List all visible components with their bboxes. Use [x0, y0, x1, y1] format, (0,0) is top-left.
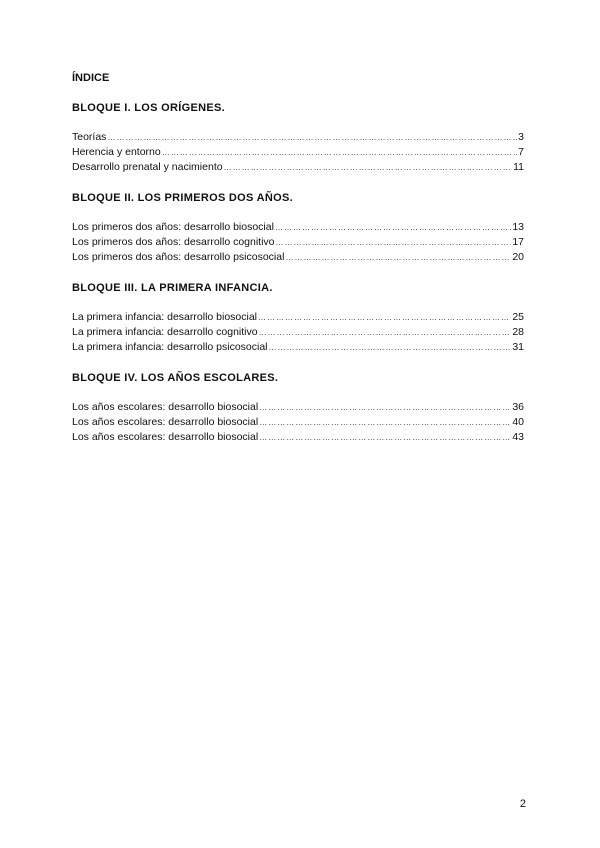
entry-page-number: 43	[512, 431, 524, 443]
section-title: BLOQUE III. LA PRIMERA INFANCIA.	[72, 282, 273, 294]
entry-label: Desarrollo prenatal y nacimiento	[72, 161, 223, 173]
dot-leader	[259, 415, 511, 430]
toc-entry[interactable]	[72, 400, 524, 415]
toc-entry[interactable]	[72, 130, 524, 145]
toc-entry[interactable]	[72, 415, 524, 430]
entry-label: Los años escolares: desarrollo biosocial	[72, 401, 259, 413]
entry-label: Los años escolares: desarrollo biosocial	[72, 431, 259, 443]
dot-leader	[107, 130, 517, 145]
dot-leader	[269, 340, 512, 355]
entry-label: La primera infancia: desarrollo biosocial	[72, 311, 258, 323]
entry-page-number: 25	[512, 311, 524, 323]
entry-label: La primera infancia: desarrollo cognitivo	[72, 326, 258, 338]
dot-leader	[259, 400, 511, 415]
entry-page-number: 40	[512, 416, 524, 428]
toc-entry[interactable]	[72, 160, 524, 175]
section-title: BLOQUE I. LOS ORÍGENES.	[72, 102, 225, 114]
dot-leader	[258, 310, 511, 325]
toc-entry[interactable]	[72, 220, 524, 235]
entry-label: Los primeros dos años: desarrollo psicosocial	[72, 251, 285, 263]
dot-leader	[275, 220, 511, 235]
dot-leader	[259, 325, 512, 340]
entry-page-number: 31	[512, 341, 524, 353]
dot-leader	[162, 145, 517, 160]
entry-page-number: 36	[512, 401, 524, 413]
dot-leader	[259, 430, 511, 445]
section-bloque-3	[72, 280, 524, 355]
section-bloque-4	[72, 370, 524, 445]
entry-page-number: 28	[512, 326, 524, 338]
entry-label: Los primeros dos años: desarrollo biosocial	[72, 221, 274, 233]
entry-list	[72, 220, 524, 265]
entry-list	[72, 310, 524, 355]
dot-leader	[276, 235, 512, 250]
entry-label: Los años escolares: desarrollo biosocial	[72, 416, 259, 428]
toc-entry[interactable]	[72, 340, 524, 355]
entry-list	[72, 130, 524, 175]
entry-label: La primera infancia: desarrollo psicosocial	[72, 341, 268, 353]
section-title: BLOQUE IV. LOS AÑOS ESCOLARES.	[72, 372, 279, 384]
entry-page-number: 11	[513, 161, 524, 173]
entry-page-number: 7	[518, 146, 524, 158]
entry-page-number: 3	[518, 131, 524, 143]
toc-entry[interactable]	[72, 310, 524, 325]
dot-leader	[285, 250, 511, 265]
entry-label: Los primeros dos años: desarrollo cognitivo	[72, 236, 275, 248]
entry-page-number: 17	[512, 236, 524, 248]
index-title: ÍNDICE	[72, 72, 110, 84]
section-bloque-1	[72, 100, 524, 175]
toc-entry[interactable]	[72, 430, 524, 445]
entry-label: Teorías	[72, 131, 107, 143]
entry-page-number: 13	[512, 221, 524, 233]
toc-entry[interactable]	[72, 145, 524, 160]
section-title: BLOQUE II. LOS PRIMEROS DOS AÑOS.	[72, 192, 293, 204]
section-bloque-2	[72, 190, 524, 265]
entry-label: Herencia y entorno	[72, 146, 161, 158]
dot-leader	[224, 160, 513, 175]
page-number: 2	[519, 798, 526, 810]
entry-list	[72, 400, 524, 445]
table-of-contents	[72, 70, 524, 460]
toc-entry[interactable]	[72, 235, 524, 250]
toc-entry[interactable]	[72, 250, 524, 265]
toc-entry[interactable]	[72, 325, 524, 340]
entry-page-number: 20	[512, 251, 524, 263]
